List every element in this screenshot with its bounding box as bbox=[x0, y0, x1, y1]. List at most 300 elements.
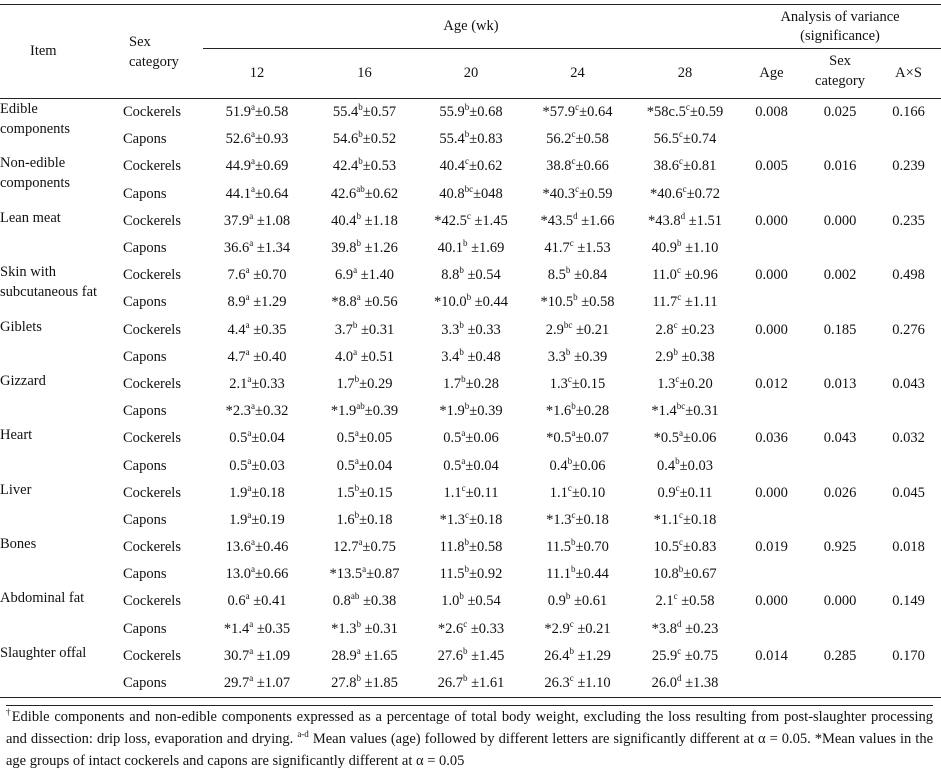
significance-letter: a bbox=[571, 428, 576, 439]
mean-value: 55.9 bbox=[439, 104, 465, 121]
header-anova-age bbox=[739, 49, 804, 99]
anova-p-value bbox=[804, 452, 876, 479]
mean-value: 52.6 bbox=[225, 131, 252, 148]
mean-value: *1.9 bbox=[439, 403, 465, 420]
mean-value: 1.1 bbox=[443, 484, 462, 501]
value-cell bbox=[311, 181, 418, 208]
anova-p-value: 0.149 bbox=[892, 593, 925, 610]
sex-category-cell: Capons bbox=[123, 457, 167, 474]
mean-value: 1.5 bbox=[336, 484, 355, 501]
mean-value: 56.2 bbox=[546, 131, 572, 148]
significance-letter: c bbox=[465, 156, 470, 167]
sem-value: ±0.20 bbox=[679, 375, 713, 392]
value-cell bbox=[418, 153, 524, 180]
sem-value: ±0.04 bbox=[465, 457, 499, 474]
anova-p-value bbox=[876, 181, 941, 208]
sem-value: ±0.39 bbox=[469, 403, 503, 420]
sem-value: ±0.15 bbox=[359, 484, 393, 501]
sem-value: ±0.67 bbox=[683, 566, 717, 583]
item-name-line: Edible bbox=[0, 101, 38, 117]
mean-value: 26.3 bbox=[544, 675, 570, 692]
significance-letter: b bbox=[462, 673, 468, 684]
significance-letter: c bbox=[463, 618, 468, 629]
value-cell bbox=[203, 344, 311, 371]
mean-value: 2.1 bbox=[655, 593, 674, 610]
sem-value: ±0.19 bbox=[251, 511, 285, 528]
significance-letter: b bbox=[573, 292, 578, 303]
mean-value: 36.6 bbox=[223, 240, 250, 257]
significance-letter: a bbox=[245, 346, 250, 357]
sem-value: ±1.61 bbox=[467, 675, 505, 692]
value-cell bbox=[418, 235, 524, 262]
significance-letter: d bbox=[680, 211, 686, 222]
value-cell bbox=[203, 452, 311, 479]
value-cell bbox=[631, 561, 739, 588]
significance-letter: b bbox=[464, 401, 470, 412]
value-cell bbox=[524, 262, 631, 289]
mean-value: 0.5 bbox=[443, 457, 462, 474]
significance-letter: a bbox=[247, 374, 252, 385]
mean-value: *40.3 bbox=[542, 185, 576, 202]
significance-letter: b bbox=[354, 374, 360, 385]
anova-p-value: 0.025 bbox=[823, 104, 857, 121]
value-cell bbox=[524, 398, 631, 425]
significance-letter: b bbox=[565, 591, 571, 602]
header-sex-category bbox=[123, 5, 203, 99]
anova-p-value bbox=[804, 507, 876, 534]
significance-letter: a bbox=[245, 292, 250, 303]
sem-value: ±0.53 bbox=[362, 158, 397, 175]
sem-value: ±0.06 bbox=[465, 430, 499, 447]
anova-p-value: 0.166 bbox=[892, 104, 925, 121]
header-anova-sex-label-1: Sex bbox=[829, 53, 851, 69]
table-row bbox=[0, 99, 941, 127]
sem-value: ±0.39 bbox=[364, 403, 399, 420]
mean-value: 1.1 bbox=[549, 484, 568, 501]
sem-value: ±1.85 bbox=[360, 675, 398, 692]
mean-value: *1.1 bbox=[653, 511, 680, 528]
mean-value: 0.9 bbox=[657, 484, 676, 501]
mean-value: *0.5 bbox=[546, 430, 572, 447]
mean-value: 26.7 bbox=[437, 675, 463, 692]
value-cell bbox=[203, 507, 311, 534]
sex-category-cell: Capons bbox=[123, 131, 167, 148]
mean-value: 0.8 bbox=[332, 593, 351, 610]
significance-letter: a bbox=[247, 455, 252, 466]
mean-value: 1.3 bbox=[549, 375, 568, 392]
item-name bbox=[0, 99, 123, 154]
value-cell bbox=[418, 643, 524, 670]
significance-letter: b bbox=[676, 238, 682, 249]
mean-value: 0.9 bbox=[547, 593, 566, 610]
significance-letter: c bbox=[677, 292, 682, 303]
value-cell bbox=[631, 425, 739, 452]
value-cell bbox=[203, 317, 311, 344]
header-anova-label-1: Analysis of variance bbox=[780, 8, 900, 25]
item-name-line: Slaughter offal bbox=[0, 644, 87, 661]
mean-value: 3.3 bbox=[547, 348, 566, 365]
significance-letter: c bbox=[461, 482, 466, 493]
mean-value: 56.5 bbox=[653, 131, 680, 148]
value-cell bbox=[524, 425, 631, 452]
value-cell bbox=[524, 561, 631, 588]
significance-letter: a bbox=[249, 618, 254, 629]
table-row bbox=[0, 452, 941, 479]
significance-letter: a bbox=[247, 428, 252, 439]
significance-letter: a bbox=[251, 129, 256, 140]
item-name bbox=[0, 371, 123, 425]
anova-p-value: 0.000 bbox=[755, 212, 788, 229]
mean-value: 12.7 bbox=[333, 539, 359, 556]
significance-letter: c bbox=[677, 646, 682, 657]
mean-value: 11.7 bbox=[652, 294, 678, 311]
mean-value: 55.4 bbox=[439, 131, 465, 148]
value-cell bbox=[631, 153, 739, 180]
value-cell bbox=[631, 371, 739, 398]
significance-letter: c bbox=[569, 618, 574, 629]
value-cell bbox=[203, 480, 311, 507]
significance-letter: c bbox=[569, 238, 574, 249]
sex-category-cell: Cockerels bbox=[123, 593, 181, 610]
value-cell bbox=[631, 235, 739, 262]
table-row bbox=[0, 371, 941, 398]
mean-value: 2.9 bbox=[655, 348, 674, 365]
sem-value: ±0.31 bbox=[357, 321, 395, 338]
value-cell bbox=[524, 126, 631, 153]
value-cell bbox=[631, 534, 739, 561]
significance-letter: a bbox=[461, 455, 466, 466]
significance-letter: b bbox=[461, 374, 466, 385]
value-cell bbox=[631, 480, 739, 507]
table-row bbox=[0, 208, 941, 235]
significance-letter: a bbox=[251, 156, 256, 167]
sem-value: ±0.83 bbox=[469, 131, 503, 148]
anova-p-value bbox=[804, 561, 876, 588]
anova-p-value bbox=[876, 452, 941, 479]
value-cell bbox=[524, 344, 631, 371]
sem-value: ±0.70 bbox=[249, 267, 287, 284]
sem-value: ±0.59 bbox=[689, 104, 724, 121]
mean-value: 0.5 bbox=[229, 430, 248, 447]
significance-letter: b bbox=[356, 673, 361, 684]
mean-value: 2.1 bbox=[229, 375, 248, 392]
sem-value: ±0.93 bbox=[255, 131, 289, 148]
mean-value: *2.9 bbox=[544, 620, 570, 637]
anova-p-value: 0.925 bbox=[823, 539, 857, 556]
mean-value: *2.3 bbox=[225, 403, 252, 420]
anova-p-value: 0.012 bbox=[755, 375, 788, 392]
sem-value: ±0.03 bbox=[251, 457, 285, 474]
anova-p-value: 0.239 bbox=[892, 158, 925, 175]
significance-letter: b bbox=[356, 618, 361, 629]
mean-value: *1.4 bbox=[223, 620, 250, 637]
significance-letter: d bbox=[676, 673, 682, 684]
header-age-label: 20 bbox=[463, 65, 479, 81]
mean-value: *1.4 bbox=[651, 403, 677, 420]
anova-p-value bbox=[876, 507, 941, 534]
value-cell bbox=[631, 588, 739, 615]
mean-value: 28.9 bbox=[331, 647, 357, 664]
sem-value: ±0.11 bbox=[679, 484, 713, 501]
significance-letter: c bbox=[676, 265, 681, 276]
mean-value: 13.0 bbox=[225, 566, 252, 583]
sem-value: ±0.18 bbox=[575, 511, 609, 528]
value-cell bbox=[631, 643, 739, 670]
sem-value: ±1.69 bbox=[467, 240, 505, 257]
anova-p-value bbox=[739, 398, 804, 425]
value-cell bbox=[524, 480, 631, 507]
header-age-label: 12 bbox=[249, 65, 265, 81]
sex-category-cell: Cockerels bbox=[123, 484, 181, 501]
sem-value: ±0.44 bbox=[471, 294, 509, 311]
significance-letter: a bbox=[356, 646, 361, 657]
sem-value: ±0.58 bbox=[577, 294, 615, 311]
sex-category-cell: Cockerels bbox=[123, 104, 181, 121]
value-cell bbox=[311, 398, 418, 425]
table-row bbox=[0, 507, 941, 534]
mean-value: *1.6 bbox=[545, 403, 572, 420]
mean-value: 44.1 bbox=[225, 185, 252, 202]
mean-value: 4.4 bbox=[227, 321, 246, 338]
anova-p-value: 0.000 bbox=[823, 593, 857, 610]
sem-value: ±0.21 bbox=[572, 321, 610, 338]
mean-value: 13.6 bbox=[225, 539, 252, 556]
value-cell bbox=[311, 235, 418, 262]
value-cell bbox=[418, 616, 524, 643]
significance-letter: b bbox=[459, 319, 464, 330]
significance-letter: a bbox=[353, 265, 358, 276]
anova-p-value bbox=[876, 398, 941, 425]
value-cell bbox=[203, 181, 311, 208]
significance-letter: b bbox=[565, 346, 571, 357]
table-row bbox=[0, 126, 941, 153]
significance-letter: b bbox=[459, 591, 464, 602]
mean-value: 2.8 bbox=[655, 321, 674, 338]
significance-letter: b bbox=[358, 129, 363, 140]
anova-p-value: 0.000 bbox=[755, 267, 788, 284]
sem-value: ±1.26 bbox=[360, 240, 398, 257]
significance-letter: c bbox=[679, 129, 684, 140]
value-cell bbox=[631, 289, 739, 316]
sem-value: ±1.66 bbox=[577, 212, 615, 229]
anova-p-value: 0.235 bbox=[892, 212, 925, 229]
sem-value: ±0.69 bbox=[255, 158, 289, 175]
value-cell bbox=[418, 208, 524, 235]
significance-letter: b bbox=[354, 510, 360, 521]
mean-value: *8.8 bbox=[331, 294, 357, 311]
mean-value: 44.9 bbox=[225, 158, 252, 175]
sem-value: ±0.21 bbox=[573, 620, 611, 637]
table-row bbox=[0, 588, 941, 615]
header-age-20 bbox=[418, 49, 524, 99]
sem-value: ±1.38 bbox=[681, 675, 719, 692]
mean-value: 2.9 bbox=[545, 321, 564, 338]
mean-value: 38.6 bbox=[653, 158, 680, 175]
value-cell bbox=[311, 670, 418, 698]
item-name bbox=[0, 262, 123, 316]
sem-value: ±0.38 bbox=[677, 348, 715, 365]
sem-value: ±0.23 bbox=[677, 321, 715, 338]
sex-category-cell: Capons bbox=[123, 294, 167, 311]
significance-letter: a bbox=[249, 238, 254, 249]
significance-letter: a bbox=[245, 319, 250, 330]
anova-p-value bbox=[876, 616, 941, 643]
mean-value: 11.5 bbox=[546, 539, 571, 556]
mean-value: 40.9 bbox=[651, 240, 677, 257]
anova-p-value bbox=[804, 398, 876, 425]
significance-letter: c bbox=[673, 319, 678, 330]
significance-letter: c bbox=[567, 482, 572, 493]
value-cell bbox=[631, 344, 739, 371]
significance-letter: a bbox=[356, 292, 361, 303]
value-cell bbox=[203, 398, 311, 425]
mean-value: 42.4 bbox=[332, 158, 359, 175]
significance-letter: c bbox=[685, 102, 690, 113]
item-name-line: components bbox=[0, 121, 71, 137]
anova-p-value: 0.498 bbox=[892, 267, 925, 284]
significance-letter: b bbox=[459, 265, 464, 276]
significance-letter: d bbox=[573, 211, 578, 222]
significance-letter: a bbox=[353, 346, 358, 357]
significance-letter: a bbox=[679, 428, 684, 439]
significance-letter: b bbox=[354, 482, 360, 493]
sem-value: ±048 bbox=[473, 185, 503, 202]
table-row bbox=[0, 398, 941, 425]
item-name-line: Giblets bbox=[0, 318, 42, 335]
sem-value: ±1.08 bbox=[253, 212, 291, 229]
anova-p-value: 0.013 bbox=[823, 375, 857, 392]
value-cell bbox=[311, 534, 418, 561]
anova-p-value: 0.276 bbox=[892, 321, 925, 338]
anova-p-value: 0.000 bbox=[755, 321, 788, 338]
significance-letter: c bbox=[571, 129, 576, 140]
item-name-line: Skin with bbox=[0, 264, 56, 281]
value-cell bbox=[631, 262, 739, 289]
mean-value: 11.1 bbox=[546, 566, 571, 583]
significance-letter: c bbox=[465, 510, 470, 521]
anova-p-value bbox=[739, 452, 804, 479]
value-cell bbox=[524, 452, 631, 479]
significance-letter: b bbox=[673, 346, 678, 357]
table-row bbox=[0, 561, 941, 588]
anova-p-value: 0.036 bbox=[755, 430, 788, 447]
mean-value: 25.9 bbox=[651, 647, 678, 664]
significance-letter: b bbox=[462, 238, 468, 249]
significance-letter: ab bbox=[356, 401, 365, 412]
item-name-line: Heart bbox=[0, 427, 33, 444]
value-cell bbox=[631, 181, 739, 208]
significance-letter: b bbox=[466, 292, 472, 303]
mean-value: 40.4 bbox=[331, 212, 357, 229]
mean-value: 0.5 bbox=[229, 457, 248, 474]
mean-value: *1.3 bbox=[439, 511, 466, 528]
value-cell bbox=[311, 616, 418, 643]
anova-p-value bbox=[739, 507, 804, 534]
sex-category-cell: Cockerels bbox=[123, 539, 181, 556]
value-cell bbox=[203, 670, 311, 698]
value-cell bbox=[311, 561, 418, 588]
value-cell bbox=[631, 99, 739, 127]
sem-value: ±0.83 bbox=[683, 539, 717, 556]
significance-letter: bc bbox=[676, 401, 686, 412]
header-anova-group bbox=[739, 5, 941, 49]
item-name bbox=[0, 643, 123, 698]
mean-value: 1.9 bbox=[229, 484, 248, 501]
mean-value: 6.9 bbox=[334, 267, 354, 284]
significance-letter: c bbox=[569, 673, 574, 684]
mean-value: 10.8 bbox=[653, 566, 679, 583]
sem-value: ±0.74 bbox=[683, 131, 717, 148]
mean-value: 8.5 bbox=[547, 267, 566, 284]
value-cell bbox=[524, 507, 631, 534]
value-cell bbox=[524, 289, 631, 316]
sem-value: ±1.53 bbox=[573, 240, 611, 257]
mean-value: 41.7 bbox=[544, 240, 570, 257]
significance-letter: a bbox=[358, 537, 363, 548]
table-row bbox=[0, 262, 941, 289]
sem-value: ±0.64 bbox=[255, 185, 289, 202]
header-age-label: 24 bbox=[570, 65, 585, 81]
mean-value: *2.6 bbox=[437, 620, 464, 637]
mean-value: 0.4 bbox=[549, 457, 568, 474]
item-name-line: Abdominal fat bbox=[0, 590, 85, 607]
sem-value: ±0.64 bbox=[579, 104, 613, 121]
value-cell bbox=[203, 126, 311, 153]
header-anova-sex-label-2: category bbox=[815, 73, 865, 89]
mean-value: 11.0 bbox=[652, 267, 677, 284]
mean-value: *13.5 bbox=[329, 566, 363, 583]
value-cell bbox=[311, 507, 418, 534]
header-anova-axs bbox=[876, 49, 941, 99]
item-name-line: Bones bbox=[0, 536, 37, 552]
sex-category-cell: Cockerels bbox=[123, 267, 181, 284]
significance-letter: a bbox=[245, 591, 250, 602]
item-name bbox=[0, 208, 123, 262]
significance-letter: a bbox=[354, 455, 359, 466]
value-cell bbox=[311, 99, 418, 127]
significance-letter: bc bbox=[464, 183, 474, 194]
value-cell bbox=[418, 561, 524, 588]
header-age-label: 16 bbox=[357, 65, 372, 81]
sem-value: ±1.51 bbox=[685, 212, 723, 229]
significance-letter: a bbox=[249, 211, 254, 222]
sem-value: ±1.40 bbox=[357, 267, 395, 284]
sem-value: ±0.18 bbox=[683, 511, 717, 528]
sem-value: ±0.66 bbox=[255, 566, 289, 583]
table-row bbox=[0, 344, 941, 371]
mean-value: 0.4 bbox=[657, 457, 676, 474]
sem-value: ±0.59 bbox=[579, 185, 613, 202]
value-cell bbox=[524, 670, 631, 698]
sem-value: ±0.81 bbox=[683, 158, 717, 175]
sem-value: ±1.09 bbox=[253, 647, 291, 664]
sex-category-cell: Capons bbox=[123, 403, 167, 420]
mean-value: 51.9 bbox=[225, 104, 252, 121]
value-cell bbox=[311, 153, 418, 180]
item-name-line: Lean meat bbox=[0, 209, 61, 226]
sem-value: ±0.35 bbox=[253, 620, 291, 637]
sem-value: ±0.33 bbox=[251, 375, 285, 392]
value-cell bbox=[418, 126, 524, 153]
anova-p-value bbox=[804, 616, 876, 643]
sem-value: ±0.72 bbox=[686, 185, 720, 202]
item-name-line: Liver bbox=[0, 481, 32, 498]
mean-value: 0.5 bbox=[443, 430, 462, 447]
sem-value: ±1.29 bbox=[249, 294, 287, 311]
significance-letter: b bbox=[675, 455, 680, 466]
value-cell bbox=[311, 317, 418, 344]
significance-letter: b bbox=[567, 455, 573, 466]
